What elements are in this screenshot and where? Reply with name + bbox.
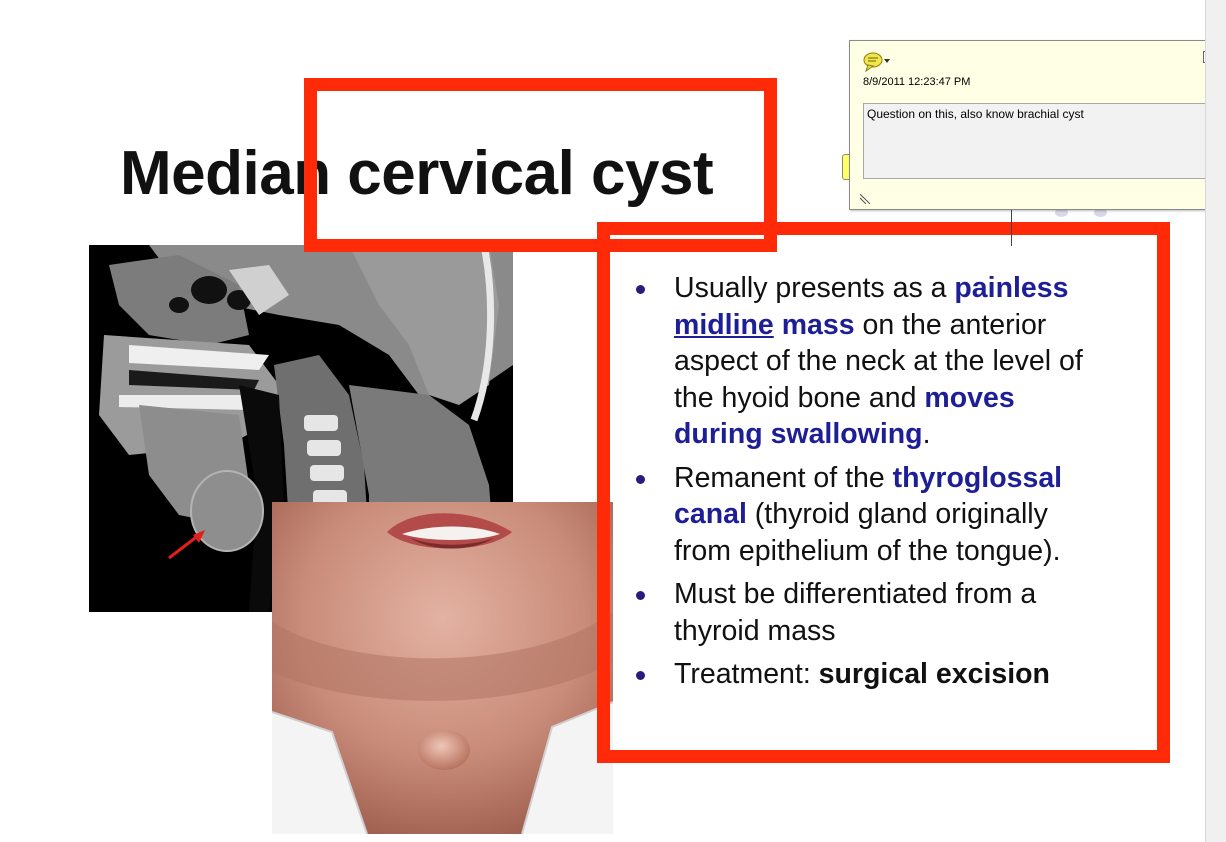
resize-grip-left-icon[interactable] [860,191,870,201]
bullet-text-segment: . [922,418,931,450]
bullet-text-segment: thyroglossal canal [674,461,1063,530]
bullet-text-segment: surgical excision [818,658,1050,690]
vertical-scrollbar[interactable] [1205,0,1226,842]
red-rectangle-markup-text[interactable] [597,222,1170,763]
bullet-text-segment: Usually presents as a [674,272,955,304]
bullet-text-segment: Treatment: [674,658,819,690]
annotation-leader-line [1011,210,1012,246]
bullet-text-segment: on the anterior aspect of the neck at the level of the hyoid bone and [674,308,1083,414]
bullet-text-segment: moves during swallowing [674,381,1015,450]
slide-title: Median cervical cyst [120,139,714,208]
annotation-comment-field[interactable]: Question on this, also know brachial cyst [863,103,1205,179]
bullet-text-segment: (thyroid gland originally from epithelium of the tongue). [674,498,1061,567]
bullet-text-segment: painless [954,272,1069,304]
bullet-text-segment: mass [781,308,855,341]
neck-photograph [272,502,613,834]
annotation-timestamp: 8/9/2011 12:23:47 PM [863,76,971,88]
bullet-text-segment: Must be differentiated from a thyroid mass [674,578,1037,647]
speech-bubble-icon[interactable] [863,52,891,72]
bullet-text-segment: Remanent of the [674,461,893,494]
bullet-text-segment: midline [674,308,774,341]
annotation-popup[interactable] [849,40,1205,210]
